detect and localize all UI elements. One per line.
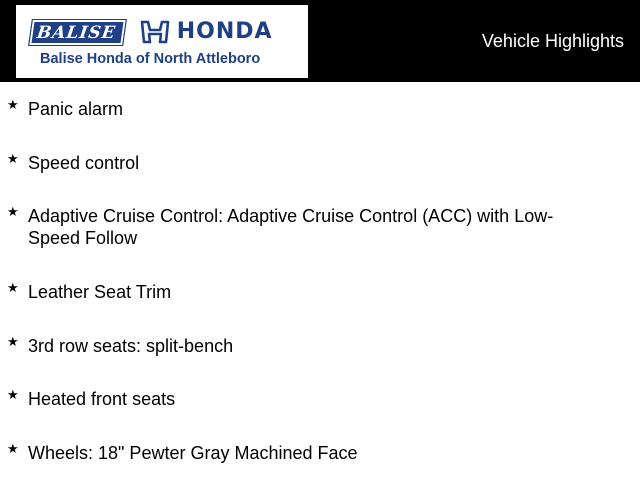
dealer-name: Balise Honda of North Attleboro bbox=[40, 51, 261, 67]
star-icon: ★ bbox=[7, 152, 19, 167]
star-icon: ★ bbox=[7, 335, 19, 350]
star-icon: ★ bbox=[7, 388, 19, 403]
feature-text: Speed control bbox=[28, 153, 140, 173]
star-icon: ★ bbox=[7, 281, 19, 296]
star-icon: ★ bbox=[7, 442, 19, 457]
honda-wordmark: HONDA bbox=[176, 19, 273, 44]
feature-text: Heated front seats bbox=[28, 389, 176, 409]
page-title: Vehicle Highlights bbox=[481, 31, 624, 51]
feature-text: Panic alarm bbox=[28, 99, 124, 119]
feature-text: 3rd row seats: split-bench bbox=[28, 336, 234, 356]
star-icon: ★ bbox=[7, 205, 19, 220]
balise-badge: BALISE bbox=[28, 19, 126, 46]
feature-text: Adaptive Cruise Control: Adaptive Cruise Control (ACC) with Low-Speed Follow bbox=[28, 206, 554, 248]
feature-text: Wheels: 18" Pewter Gray Machined Face bbox=[28, 443, 358, 463]
feature-text: Leather Seat Trim bbox=[28, 282, 172, 302]
star-icon: ★ bbox=[7, 98, 19, 113]
